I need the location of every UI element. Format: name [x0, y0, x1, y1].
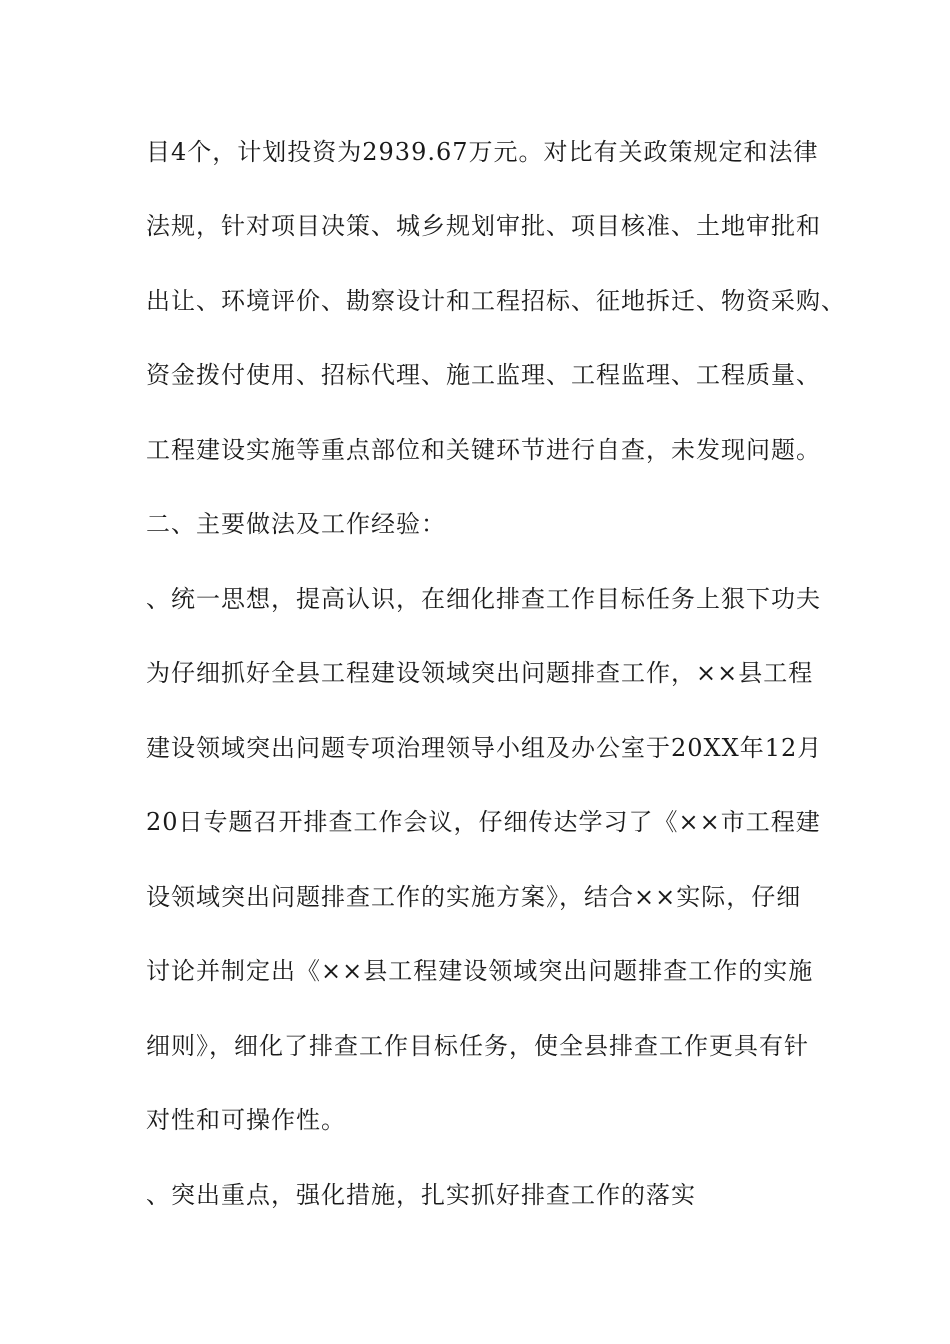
text-line: 目4个，计划投资为2939.67万元。对比有关政策规定和法律 — [146, 138, 819, 166]
text-line: 资金拨付使用、招标代理、施工监理、工程监理、工程质量、 — [146, 361, 821, 389]
section-heading: 二、主要做法及工作经验： — [146, 510, 446, 538]
text-line: 讨论并制定出《××县工程建设领域突出问题排查工作的实施 — [146, 957, 814, 985]
text-line: 为仔细抓好全县工程建设领域突出问题排查工作，××县工程 — [146, 659, 814, 687]
text-line: 20日专题召开排查工作会议，仔细传达学习了《××市工程建 — [146, 808, 821, 836]
text-line: 对性和可操作性。 — [146, 1106, 346, 1134]
text-line: 工程建设实施等重点部位和关键环节进行自查，未发现问题。 — [146, 436, 821, 464]
subsection-heading: 、突出重点，强化措施，扎实抓好排查工作的落实 — [146, 1181, 696, 1209]
text-line: 建设领域突出问题专项治理领导小组及办公室于20XX年12月 — [146, 734, 823, 762]
text-line: 细则》，细化了排查工作目标任务，使全县排查工作更具有针 — [146, 1032, 809, 1060]
text-line: 出让、环境评价、勘察设计和工程招标、征地拆迁、物资采购、 — [146, 287, 846, 315]
text-line: 设领域突出问题排查工作的实施方案》，结合××实际，仔细 — [146, 883, 802, 911]
text-line: 法规，针对项目决策、城乡规划审批、项目核准、土地审批和 — [146, 212, 821, 240]
subsection-heading: 、统一思想，提高认识，在细化排查工作目标任务上狠下功夫 — [146, 585, 821, 613]
